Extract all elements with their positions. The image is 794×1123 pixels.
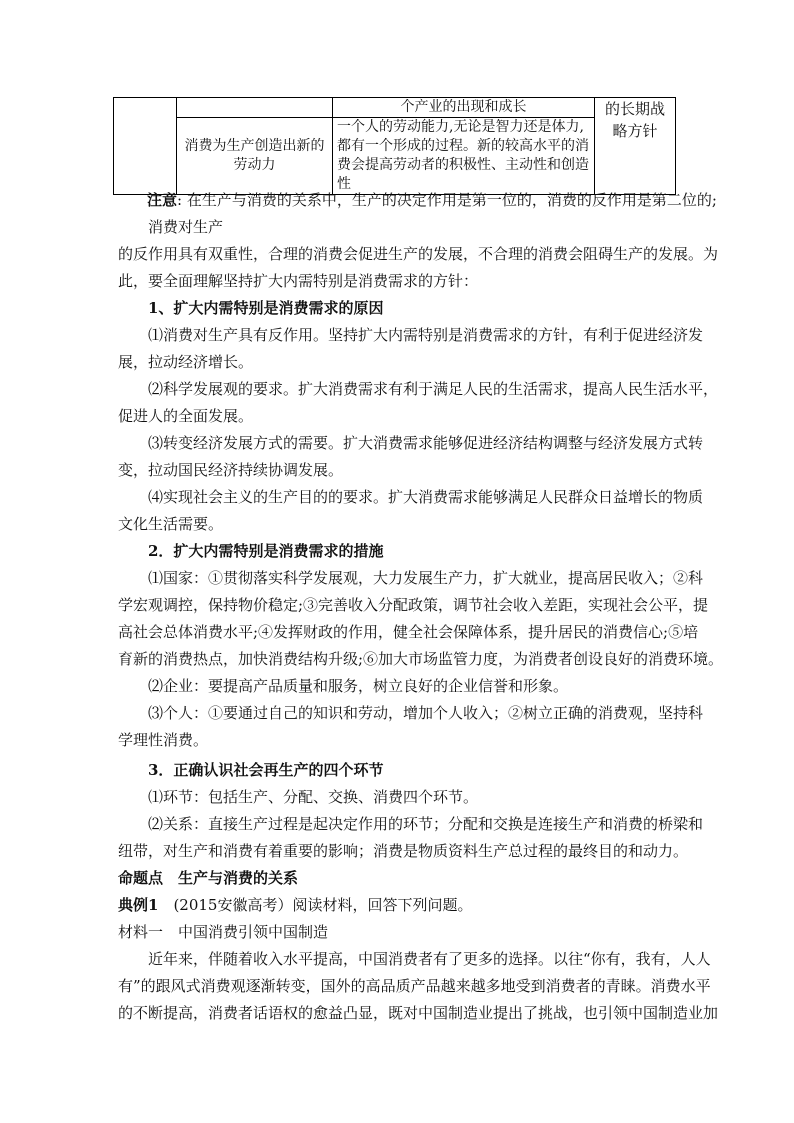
note-label: 注意 <box>147 191 178 209</box>
table-cell-empty <box>114 98 177 195</box>
paragraph-line: ⑵关系：直接生产过程是起决定作用的环节；分配和交换是连接生产和消费的桥梁和 <box>148 815 704 833</box>
paragraph-line: ⑴消费对生产具有反作用。坚持扩大内需特别是消费需求的方针，有利于促进经济发 <box>148 326 704 344</box>
paragraph-line: ⑵科学发展观的要求。扩大消费需求有利于满足人民的生活需求，提高人民生活水平， <box>148 380 719 398</box>
section-heading: 3．正确认识社会再生产的四个环节 <box>148 761 384 779</box>
paragraph-line: 学理性消费。 <box>118 731 209 749</box>
paragraph-line: 变，拉动国民经济持续协调发展。 <box>118 461 344 479</box>
content-table <box>113 97 676 195</box>
material-line: 近年来，伴随着收入水平提高，中国消费者有了更多的选择。以往“你有，我有，人人 <box>148 950 711 968</box>
paragraph-line: ⑷实现社会主义的生产目的的要求。扩大消费需求能够满足人民群众日益增长的物质 <box>148 488 704 506</box>
section-heading: 2．扩大内需特别是消费需求的措施 <box>148 542 384 560</box>
paragraph-line: 育新的消费热点，加快消费结构升级;⑥加大市场监管力度，为消费者创设良好的消费环境。 <box>118 650 724 668</box>
table-cell: 个产业的出现和成长 <box>333 98 595 118</box>
section-heading: 1、扩大内需特别是消费需求的原因 <box>148 299 384 317</box>
material-line: 有”的跟风式消费观逐渐转变，国外的高品质产品越来越多地受到消费者的青睐。消费水平 <box>118 977 711 995</box>
paragraph-line: 促进人的全面发展。 <box>118 407 254 425</box>
topic-heading: 命题点 生产与消费的关系 <box>118 869 299 887</box>
note-line: 消费对生产 <box>148 218 224 236</box>
paragraph-line: ⑶转变经济发展方式的需要。扩大消费需求能够促进经济结构调整与经济发展方式转 <box>148 434 704 452</box>
paragraph-line: 展，拉动经济增长。 <box>118 353 254 371</box>
paragraph-line: 高社会总体消费水平;④发挥财政的作用，健全社会保障体系，提升居民的消费信心;⑤培 <box>118 623 699 641</box>
paragraph-line: 学宏观调控，保持物价稳定;③完善收入分配政策，调节社会收入差距，实现社会公平，提 <box>118 596 709 614</box>
note-line: 注意: 在生产与消费的关系中，生产的决定作用是第一位的，消费的反作用是第二位的; <box>147 191 717 209</box>
paragraph-line: ⑵企业：要提高产品质量和服务，树立良好的企业信誉和形象。 <box>148 677 569 695</box>
paragraph-line: ⑴环节：包括生产、分配、交换、消费四个环节。 <box>148 788 479 806</box>
paragraph-line: 文化生活需要。 <box>118 515 224 533</box>
note-line: 此，要全面理解坚持扩大内需特别是消费需求的方针： <box>118 272 479 290</box>
table-cell: 的长期战略方针 <box>595 98 676 195</box>
paragraph-line: ⑶个人：①要通过自己的知识和劳动，增加个人收入；②树立正确的消费观，坚持科 <box>148 704 704 722</box>
example-line: 典例1 (2015安徽高考）阅读材料，回答下列问题。 <box>118 896 473 914</box>
table-cell: 消费为生产创造出新的劳动力 <box>177 118 333 195</box>
paragraph-line: ⑴国家：①贯彻落实科学发展观，大力发展生产力，扩大就业，提高居民收入；②科 <box>148 569 704 587</box>
note-line: 的反作用具有双重性，合理的消费会促进生产的发展，不合理的消费会阻碍生产的发展。为 <box>118 245 719 263</box>
material-title: 材料一 中国消费引领中国制造 <box>118 923 329 941</box>
paragraph-line: 纽带，对生产和消费有着重要的影响；消费是物质资料生产总过程的最终目的和动力。 <box>118 842 689 860</box>
example-label: 典例1 <box>118 896 159 914</box>
table-cell-empty <box>177 98 333 118</box>
table-cell: 一个人的劳动能力,无论是智力还是体力,都有一个形成的过程。新的较高水平的消费会提高劳动者的积极性、主动性和创造性 <box>333 118 595 195</box>
material-line: 的不断提高，消费者话语权的愈益凸显，既对中国制造业提出了挑战，也引领中国制造业加 <box>118 1004 719 1022</box>
